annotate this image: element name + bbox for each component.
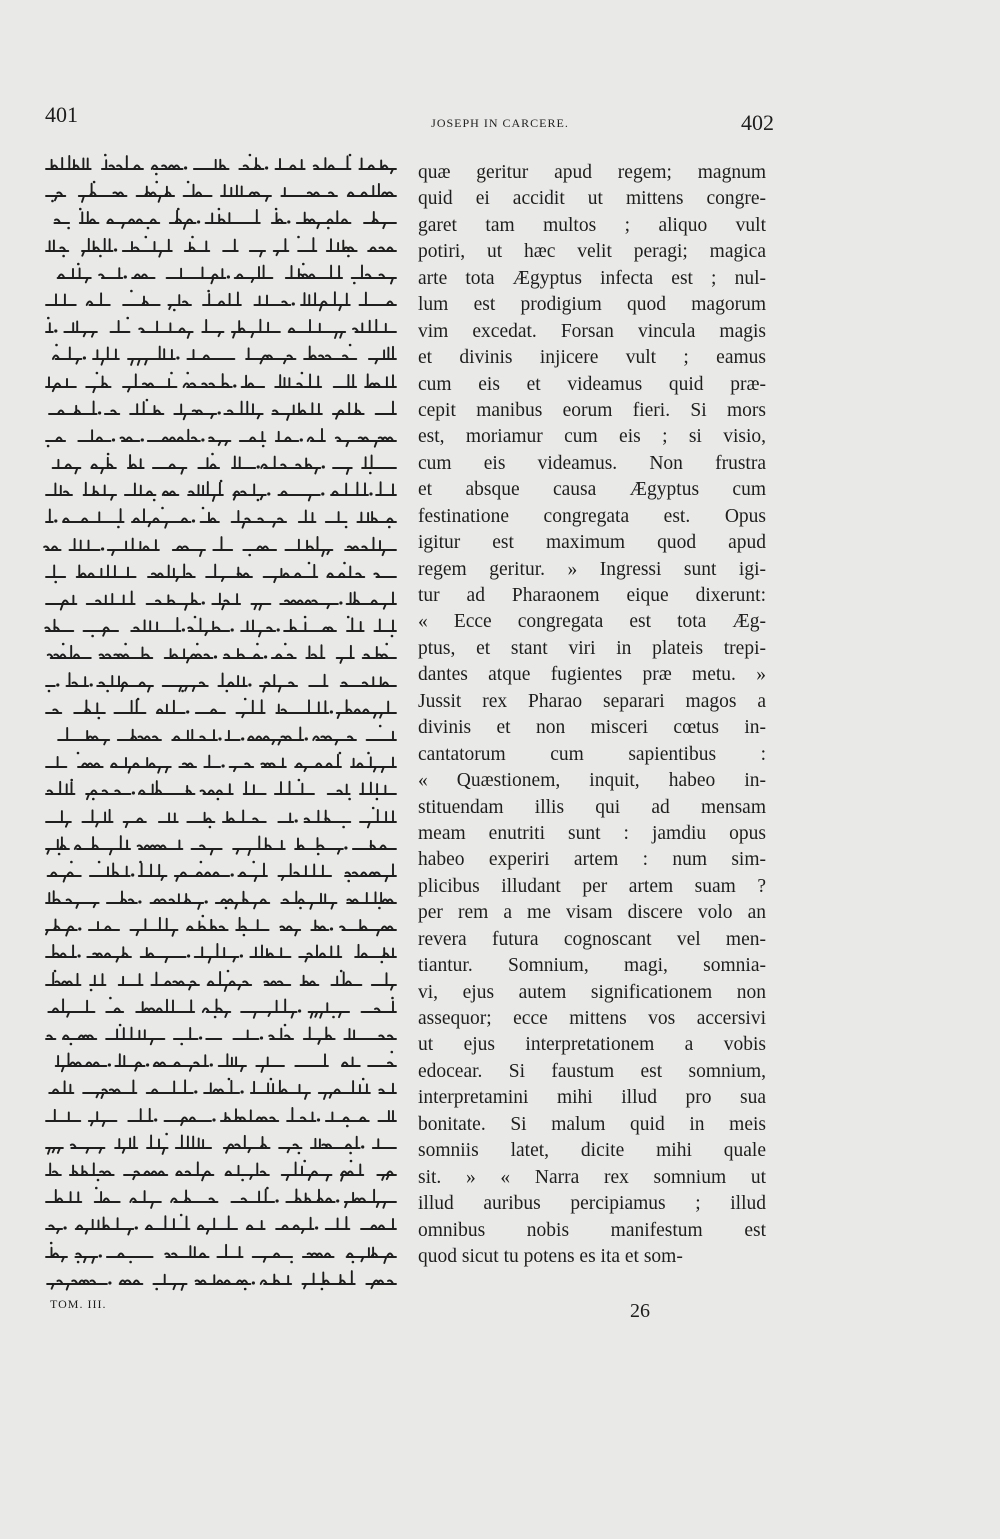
syriac-script-glyphs [38,397,400,421]
syriac-script-glyphs [38,533,400,557]
syriac-line [38,911,400,938]
latin-line: Jussit rex Pharao separari magos a [418,690,766,712]
syriac-line [38,966,400,993]
syriac-line [38,585,400,612]
syriac-line [38,1102,400,1129]
latin-line: sit. » « Narra rex somnium ut [418,1166,766,1188]
syriac-script-glyphs [38,832,400,856]
syriac-script-glyphs [38,179,400,203]
syriac-script-glyphs [38,1185,400,1209]
syriac-script-glyphs [38,1158,400,1182]
latin-line: garet tam multos ; aliquo vult [418,214,766,236]
latin-line: arte tota Ægyptus infecta est ; nul- [418,267,766,289]
syriac-line [38,558,400,585]
syriac-script-glyphs [38,1240,400,1264]
latin-line: lum est prodigium quod magorum [418,294,766,316]
syriac-script-glyphs [38,1212,400,1236]
latin-line: vim excedat. Forsan vincula magis [418,320,766,342]
syriac-line [38,694,400,721]
syriac-line [38,1074,400,1101]
page-header [0,100,1000,140]
latin-line: bonitate. Si malum quid in meis [418,1113,766,1135]
latin-line: illud auribus percipiamus ; illud [418,1193,766,1215]
latin-line: stituendam illis qui ad mensam [418,796,766,818]
syriac-line [38,1020,400,1047]
latin-line: quid ei accidit ut mittens congre- [418,188,766,210]
latin-line: cantatorum cum sapientibus : [418,743,766,765]
latin-line: meam enutriti sunt : jamdiu opus [418,822,766,844]
syriac-line [38,503,400,530]
syriac-script-glyphs [38,288,400,312]
syriac-script-glyphs [38,1267,400,1291]
syriac-script-glyphs [38,859,400,883]
syriac-line [38,1156,400,1183]
latin-line: habeo experiri artem : num sim- [418,849,766,871]
latin-line: potiri, ut hæc velit peragi; magica [418,241,766,263]
syriac-line [38,395,400,422]
syriac-line [38,259,400,286]
latin-line: edocear. Si faustum est somnium, [418,1060,766,1082]
syriac-script-glyphs [38,940,400,964]
latin-line: quæ geritur apud regem; magnum [418,162,766,183]
latin-line: interpretamini mihi illud pro sua [418,1087,766,1109]
latin-line: « Quæstionem, inquit, habeo in- [418,770,766,792]
syriac-line [38,1183,400,1210]
latin-line: divinis et non misceri cœtus in- [418,717,766,739]
latin-line: ptus, et stant viri in plateis trepi- [418,637,766,659]
syriac-line [38,1129,400,1156]
syriac-script-glyphs [38,451,400,475]
syriac-line [38,748,400,775]
syriac-line [38,177,400,204]
syriac-script-glyphs [38,614,400,638]
latin-line: somniis latet, dicite mihi quale [418,1140,766,1162]
syriac-line [38,830,400,857]
syriac-line [38,884,400,911]
syriac-script-glyphs [38,696,400,720]
latin-line: tur ad Pharaonem eique dixerunt: [418,585,766,606]
syriac-line [38,1265,400,1292]
syriac-line [38,612,400,639]
syriac-line [38,204,400,231]
syriac-line [38,1238,400,1265]
syriac-script-glyphs [38,1076,400,1100]
latin-line: et absque causa Ægyptus cum [418,479,766,501]
syriac-script-glyphs [38,1049,400,1073]
syriac-script-glyphs [38,261,400,285]
syriac-script-glyphs [38,723,400,747]
syriac-script-glyphs [38,587,400,611]
syriac-script-glyphs [38,1104,400,1128]
latin-line: tiantur. Somnium, magi, somnia- [418,955,766,977]
syriac-line [38,531,400,558]
latin-line: cepit manibus eorum fieri. Si mors [418,399,766,421]
syriac-line [38,639,400,666]
latin-line: cum eis et videamus quid præ- [418,373,766,395]
syriac-script-glyphs [38,315,400,339]
right-page-number: 402 [741,110,774,135]
latin-translation-column [418,160,766,1270]
latin-line: ut ejus interpretationem a vobis [418,1034,766,1056]
syriac-script-glyphs [38,342,400,366]
syriac-line [38,857,400,884]
latin-line: per rem a me visam discere volo an [418,902,766,924]
syriac-line [38,368,400,395]
latin-line: dantes atque fugientes præ metu. » [418,664,766,686]
latin-line: vi, ejus autem significationem non [418,981,766,1003]
syriac-line [38,340,400,367]
syriac-script-glyphs [38,913,400,937]
latin-line: et divinis injicere vult ; eamus [418,347,766,369]
syriac-script-glyphs [38,234,400,258]
syriac-line [38,1210,400,1237]
left-page-number: 401 [45,102,78,127]
syriac-line [38,993,400,1020]
latin-line: cum eis videamus. Non frustra [418,452,766,474]
syriac-script-glyphs [38,206,400,230]
syriac-line [38,667,400,694]
syriac-line [38,803,400,830]
syriac-script-glyphs [38,560,400,584]
latin-line: quod sicut tu potens es ita et som- [418,1245,683,1267]
syriac-script-glyphs [38,505,400,529]
syriac-line [38,476,400,503]
syriac-script-glyphs [38,995,400,1019]
syriac-script-glyphs [38,370,400,394]
latin-line: regem geritur. » Ingressi sunt igi- [418,558,766,580]
syriac-line [38,721,400,748]
syriac-script-glyphs [38,886,400,910]
latin-line: igitur est maximum quod apud [418,532,766,554]
syriac-script-glyphs [38,478,400,502]
syriac-text-column [38,150,400,1292]
latin-line: assequor; ecce mittens vos accersivi [418,1008,766,1029]
volume-signature: TOM. III. [50,1297,107,1311]
latin-line: est, moriamur cum eis ; si visio, [418,426,766,448]
syriac-line [38,422,400,449]
syriac-line [38,232,400,259]
syriac-script-glyphs [38,424,400,448]
syriac-script-glyphs [38,968,400,992]
running-title: JOSEPH IN CARCERE. [431,116,569,130]
syriac-script-glyphs [38,805,400,829]
latin-line: omnibus nobis manifestum est [418,1219,766,1241]
syriac-script-glyphs [38,777,400,801]
syriac-line [38,286,400,313]
syriac-line [38,775,400,802]
latin-line: plicibus illudant per artem suam ? [418,875,766,897]
latin-line: revera futura cognoscant vel men- [418,928,766,950]
sheet-number: 26 [630,1300,650,1322]
syriac-line [38,313,400,340]
syriac-script-glyphs [38,1022,400,1046]
syriac-script-glyphs [38,669,400,693]
latin-line: festinatione congregata est. Opus [418,505,766,527]
syriac-line [38,150,400,177]
syriac-script-glyphs [38,641,400,665]
syriac-line [38,1047,400,1074]
syriac-script-glyphs [38,750,400,774]
syriac-script-glyphs [38,1131,400,1155]
syriac-line [38,938,400,965]
syriac-script-glyphs [38,152,400,176]
latin-line: « Ecce congregata est tota Æg- [418,611,766,633]
syriac-line [38,449,400,476]
